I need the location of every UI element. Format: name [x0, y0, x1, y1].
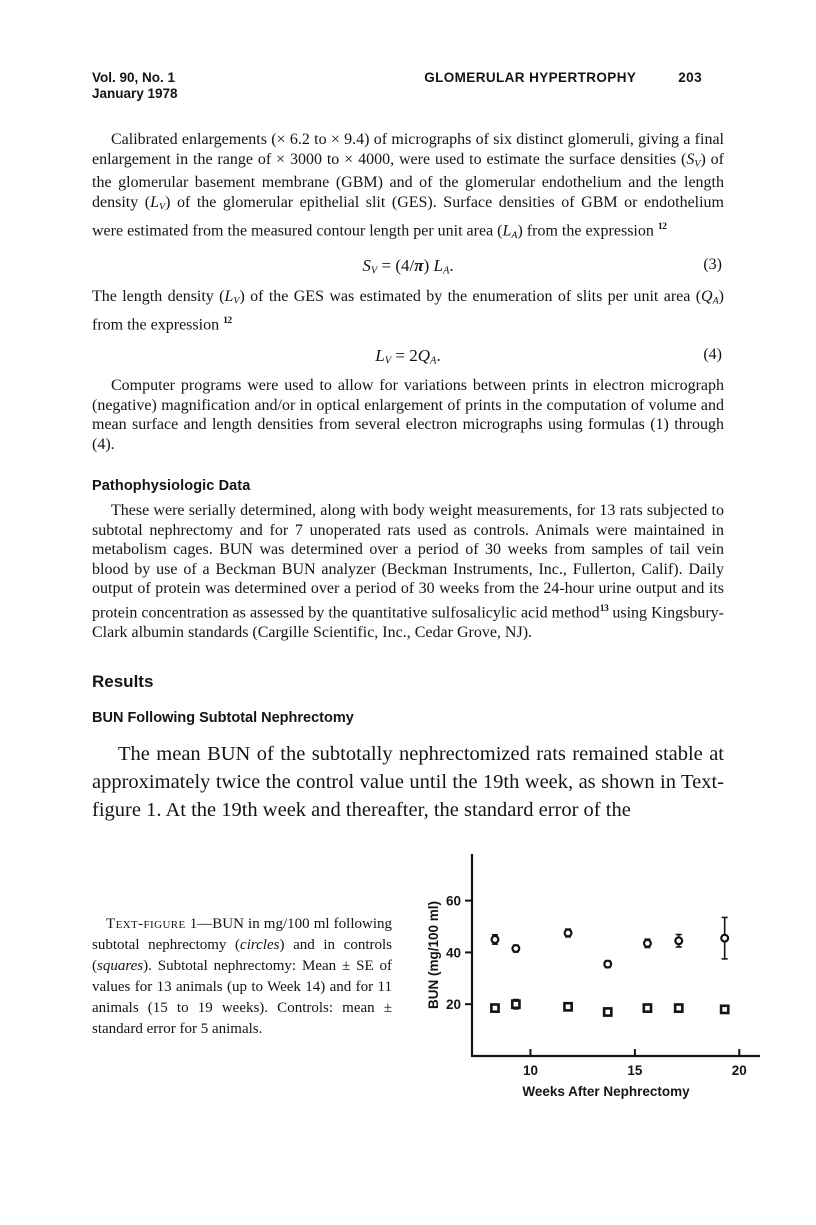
figure-caption — [92, 848, 392, 1115]
text-segment: A — [430, 355, 437, 367]
section-heading-pathophysiologic-data: Pathophysiologic Data — [92, 478, 251, 495]
equation-3-number: (3) — [703, 256, 722, 274]
data-point-circle — [512, 945, 519, 952]
equation-4-number: (4) — [703, 345, 722, 363]
data-point-square — [721, 1006, 728, 1013]
text-segment: A — [712, 295, 719, 307]
equation-3 — [92, 256, 724, 277]
y-tick-label: 60 — [445, 893, 461, 909]
data-point-square — [644, 1005, 651, 1012]
paragraph-computer-programs: Computer programs were used to allow for variations between prints in electron micrograph (negative) magnification and/or in optical enlargement of prints in the computation of volume and mean surface and length densities from several electron micrographs using formulas (1) through (4). — [92, 377, 724, 453]
text-segment: ) from the expression — [92, 287, 724, 334]
text-segment: A — [442, 265, 450, 277]
text-segment: Q — [417, 345, 431, 365]
paragraph-pathophysiologic-data — [92, 501, 724, 642]
text-segment: squares — [97, 958, 144, 975]
data-point-circle — [644, 940, 651, 947]
data-point-circle — [721, 935, 728, 942]
text-segment: 12 — [223, 314, 232, 326]
text-segment: ) from the expression — [517, 222, 658, 240]
data-point-square — [675, 1005, 682, 1012]
volume-issue-block — [92, 70, 178, 102]
page-header — [92, 70, 724, 102]
text-segment: 12 — [657, 220, 667, 232]
equation-3-body — [362, 256, 453, 275]
data-point-circle — [565, 930, 572, 937]
text-segment: The length density ( — [92, 287, 225, 305]
running-title: GLOMERULAR HYPERTROPHY — [424, 70, 637, 85]
text-segment: L — [375, 345, 385, 365]
text-segment: ) of the glomerular epithelial slit (GES). Surface densities of GBM or endothelium were estimated from the measured contour length per unit area ( — [92, 193, 725, 240]
text-segment: . — [436, 345, 441, 365]
paragraph-calibrated-enlargements — [92, 130, 724, 245]
page-number: 203 — [678, 70, 702, 85]
text-segment: V — [384, 355, 392, 367]
text-figure-1 — [92, 848, 747, 1115]
text-segment: ) and in controls ( — [92, 937, 392, 975]
paragraph-length-density — [92, 287, 724, 335]
bun-chart — [424, 848, 764, 1110]
text-segment: V — [233, 295, 240, 307]
x-tick-label: 10 — [522, 1063, 538, 1079]
text-segment: using Kingsbury-Clark albumin standards (Cargille Scientific, Inc., Cedar Grove, NJ). — [92, 604, 724, 641]
text-segment: A — [511, 229, 518, 241]
data-point-circle — [604, 961, 611, 968]
section-heading-results: Results — [92, 672, 154, 692]
text-segment: Q — [701, 287, 713, 305]
text-segment: Text-figure — [106, 916, 186, 933]
issue-date: January 1978 — [92, 86, 178, 101]
y-axis-label: BUN (mg/100 ml) — [426, 901, 441, 1010]
text-segment: = (4/ — [377, 256, 415, 276]
equation-4 — [92, 346, 724, 367]
text-segment: circles — [240, 937, 280, 954]
text-segment: 1—BUN in mg/100 ml following subtotal nephrectomy ( — [92, 916, 392, 954]
figure-chart-area — [424, 848, 764, 1115]
x-tick-label: 15 — [627, 1063, 643, 1079]
text-segment: L — [224, 287, 234, 305]
data-point-circle — [492, 936, 499, 943]
text-segment: = 2 — [391, 345, 418, 365]
text-segment: V — [159, 201, 166, 213]
text-segment: 13 — [599, 602, 609, 614]
text-segment: ) of the glomerular basement membrane (GBM) and of the glomerular endothelium and the length density ( — [92, 150, 724, 211]
x-axis-label: Weeks After Nephrectomy — [522, 1084, 690, 1100]
text-segment: S — [362, 256, 371, 276]
volume-line: Vol. 90, No. 1 — [92, 70, 176, 85]
data-point-square — [491, 1005, 498, 1012]
x-tick-label: 20 — [731, 1063, 747, 1079]
text-segment: π — [414, 256, 424, 276]
text-segment: V — [694, 157, 701, 169]
text-segment: L — [150, 193, 160, 211]
text-segment: ). Subtotal nephrectomy: Mean ± SE of values for 13 animals (up to Week 14) and for 11 animals (15 to 19 weeks). Controls: mean ± standard error for 5 animals. — [92, 958, 392, 1038]
running-head — [424, 70, 724, 86]
y-tick-label: 40 — [445, 945, 461, 961]
data-point-square — [512, 1001, 519, 1008]
text-segment: S — [686, 150, 695, 168]
text-segment: L — [433, 256, 443, 276]
text-segment: ) of the GES was estimated by the enumeration of slits per unit area ( — [239, 287, 702, 305]
text-segment: ) — [423, 256, 434, 276]
paragraph-results-body: The mean BUN of the subtotally nephrectomized rats remained stable at approximately twice the control value until the 19th week, as shown in Text-figure 1. At the 19th week and thereafter, the standard error of the — [92, 743, 724, 822]
text-segment: . — [449, 256, 454, 276]
data-point-square — [564, 1003, 571, 1010]
text-segment: Calibrated enlargements (× 6.2 to × 9.4) of micrographs of six distinct glomeruli, giving a final enlargement in the range of × 3000 to × 4000, were used to estimate the surface densities ( — [92, 131, 724, 168]
y-tick-label: 20 — [445, 997, 461, 1013]
data-point-square — [604, 1008, 611, 1015]
text-segment: V — [370, 265, 378, 277]
equation-4-body — [375, 346, 440, 365]
data-point-circle — [675, 937, 682, 944]
text-segment: L — [502, 222, 512, 240]
text-segment: These were serially determined, along with body weight measurements, for 13 rats subjected to subtotal nephrectomy and for 7 unoperated rats used as controls. Animals were maintained in metabolism cages. BUN was determined over a period of 30 weeks from samples of tail vein blood by use of a Beckman BUN analyzer (Beckman Instruments, Inc., Fullerton, Calif). Daily output of protein was determined over a period of 30 weeks from the 24-hour urine output and its protein concentration as assessed by the quantitative sulfosalicylic acid method — [92, 502, 724, 622]
subsection-heading-bun-following-nephrectomy: BUN Following Subtotal Nephrectomy — [92, 710, 354, 727]
